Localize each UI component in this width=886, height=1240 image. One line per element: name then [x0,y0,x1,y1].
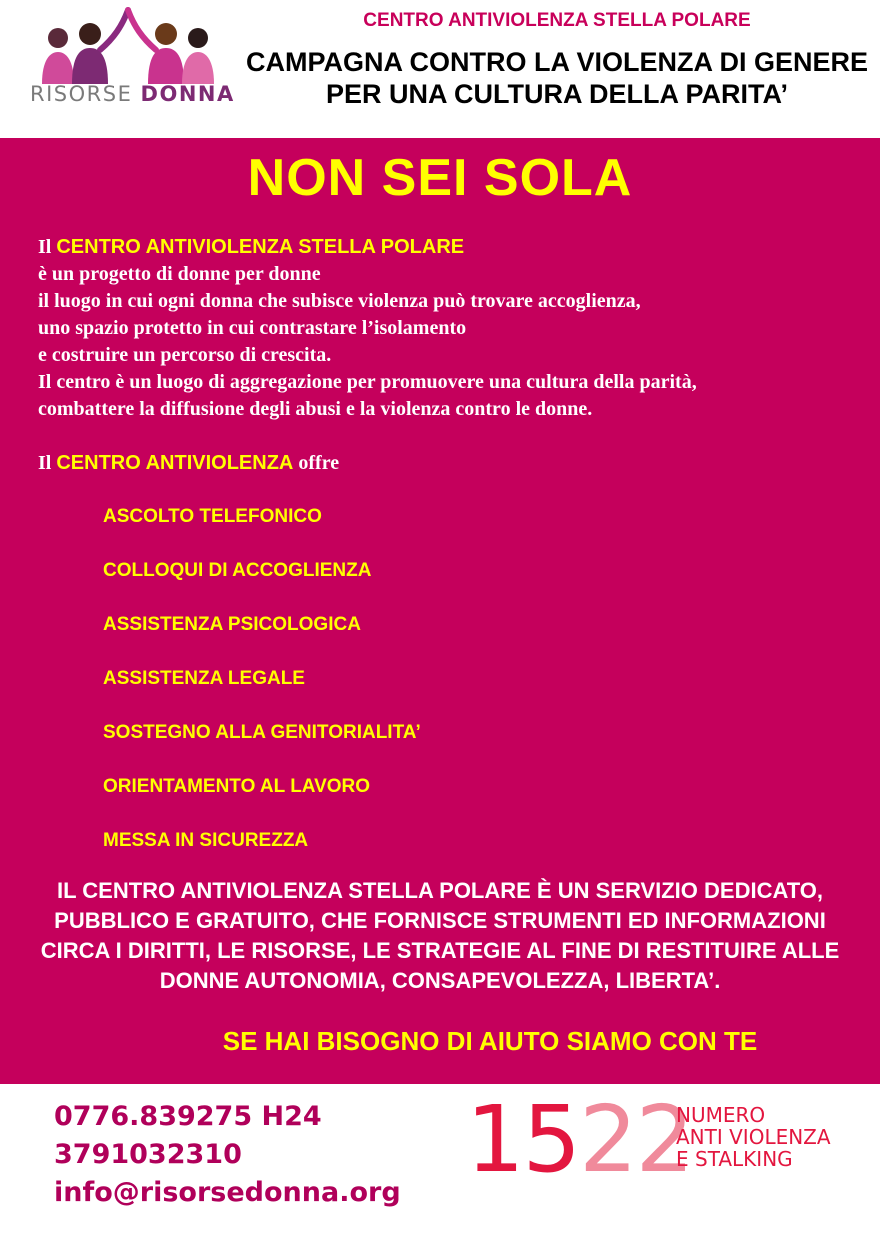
campaign-title [232,46,882,110]
center-name: CENTRO ANTIVIOLENZA STELLA POLARE [363,10,751,31]
statement-line: PUBBLICO E GRATUITO, CHE FORNISCE STRUMENTI ED INFORMAZIONI [54,908,826,933]
logo-text [30,82,235,106]
logo-text-risorse: RISORSE [30,82,133,106]
offer-suffix: offre [298,452,340,474]
hotline-number[interactable] [466,1086,693,1193]
intro-line: Il centro è un luogo di aggregazione per promuovere una cultura della parità, [38,371,697,393]
services-list [103,506,421,884]
intro-paragraph [38,234,878,423]
service-item: MESSA IN SICUREZZA [103,830,309,851]
intro-line: uno spazio protetto in cui contrastare l’isolamento [38,317,467,339]
statement-line: DONNE AUTONOMIA, CONSAPEVOLEZZA, LIBERTA’. [159,968,721,993]
intro-line: e costruire un percorso di crescita. [38,344,332,366]
service-item: ASSISTENZA PSICOLOGICA [103,614,361,635]
hotline-label [676,1104,831,1170]
intro-line: il luogo in cui ogni donna che subisce violenza può trovare accoglienza, [38,290,641,312]
phone-h24[interactable]: 0776.839275 H24 [54,1101,322,1132]
intro-line [38,234,878,261]
help-message: SE HAI BISOGNO DI AIUTO SIAMO CON TE [222,1026,758,1056]
statement [0,876,880,996]
service-item: SOSTEGNO ALLA GENITORIALITA’ [103,722,421,743]
hotline-label-line: NUMERO [676,1103,766,1127]
intro-line: combattere la diffusione degli abusi e la violenza contro le donne. [38,398,593,420]
hotline-label-line: E STALKING [676,1147,793,1171]
service-item: ASCOLTO TELEFONICO [103,506,322,527]
campaign-line-2: PER UNA CULTURA DELLA PARITA’ [326,79,788,109]
intro-prefix: Il [38,236,52,258]
service-item: ORIENTAMENTO AL LAVORO [103,776,371,797]
statement-line: IL CENTRO ANTIVIOLENZA STELLA POLARE È UN SERVIZIO DEDICATO, [57,878,823,903]
main-panel [0,138,880,1084]
statement-line: CIRCA I DIRITTI, LE RISORSE, LE STRATEGIE AL FINE DI RESTITUIRE ALLE [40,938,840,963]
intro-line: è un progetto di donne per donne [38,263,321,285]
intro-center-name: CENTRO ANTIVIOLENZA STELLA POLARE [56,236,465,258]
logo-text-donna: DONNA [140,82,235,106]
offer-line [38,452,838,475]
headline: NON SEI SOLA [247,149,633,207]
phone-mobile[interactable]: 3791032310 [54,1139,242,1170]
hotline-label-line: ANTI VIOLENZA [676,1125,831,1149]
offer-highlight: CENTRO ANTIVIOLENZA [56,452,294,474]
offer-prefix: Il [38,452,52,474]
hotline-number-part-1: 15 [466,1086,580,1193]
service-item: ASSISTENZA LEGALE [103,668,305,689]
contacts [54,1098,401,1212]
campaign-line-1: CAMPAGNA CONTRO LA VIOLENZA DI GENERE [245,47,868,77]
service-item: COLLOQUI DI ACCOGLIENZA [103,560,372,581]
hotline-number-part-2: 22 [579,1086,693,1193]
header [0,0,886,138]
email-link[interactable]: info@risorsedonna.org [54,1177,401,1208]
